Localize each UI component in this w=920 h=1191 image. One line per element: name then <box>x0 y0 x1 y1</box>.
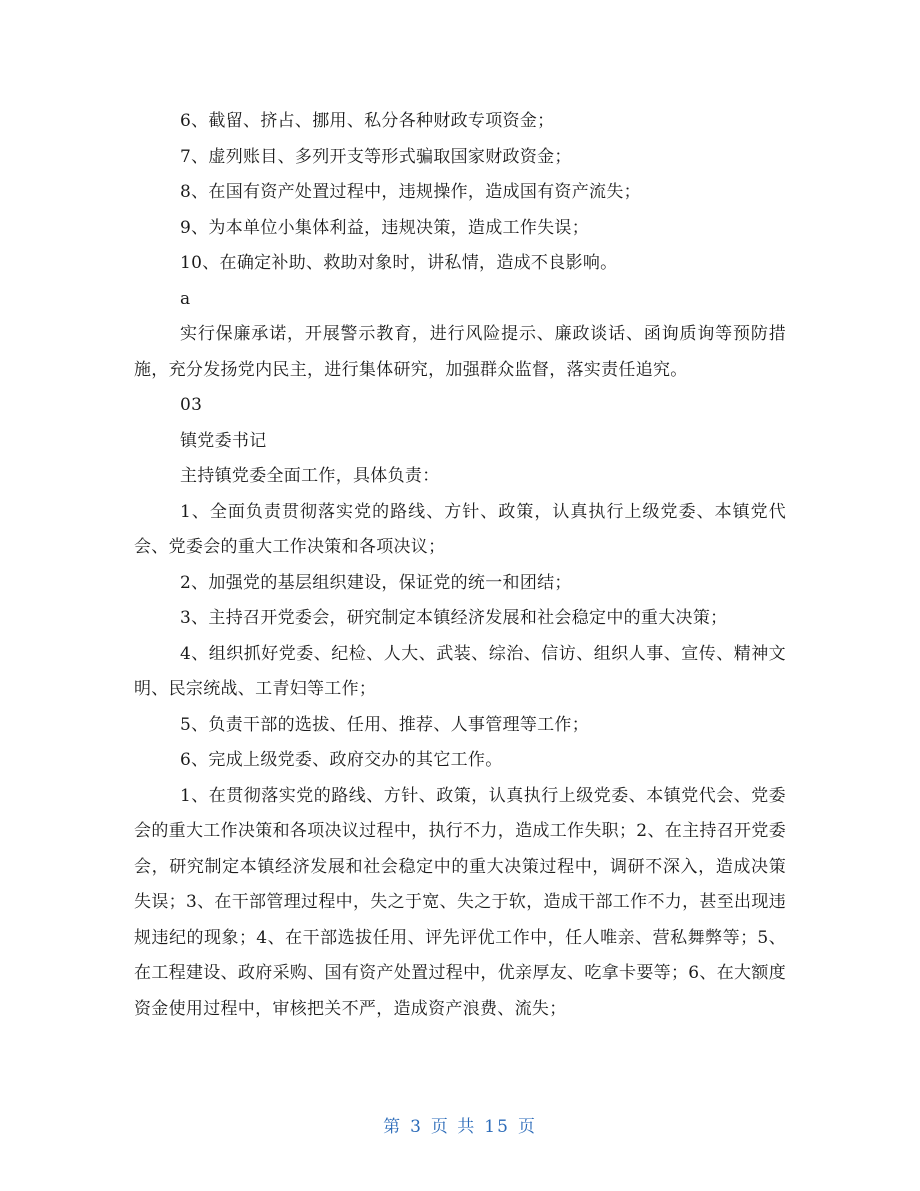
paragraph: 1、全面负责贯彻落实党的路线、方针、政策，认真执行上级党委、本镇党代会、党委会的重大工作决策和各项决议； <box>134 501 786 557</box>
paragraph: 9、为本单位小集体利益，违规决策，造成工作失误； <box>180 217 590 238</box>
section-heading: 镇党委书记 <box>180 430 267 451</box>
page-footer <box>0 1112 920 1137</box>
document-body <box>134 104 786 1027</box>
paragraph: 2、加强党的基层组织建设，保证党的统一和团结； <box>180 572 572 593</box>
paragraph: 7、虚列账目、多列开支等形式骗取国家财政资金； <box>180 146 572 167</box>
paragraph: 8、在国有资产处置过程中，违规操作，造成国有资产流失； <box>180 182 641 202</box>
paragraph: 6、截留、挤占、挪用、私分各种财政专项资金； <box>180 111 555 131</box>
footer-total-pages: 15 <box>484 1117 510 1137</box>
footer-middle: 页 共 <box>430 1117 477 1137</box>
paragraph: 1、在贯彻落实党的路线、方针、政策，认真执行上级党委、本镇党代会、党委会的重大工作决策和各项决议过程中，执行不力，造成工作失职；2、在主持召开党委会，研究制定本镇经济发展和社会稳定中的重大决策过程中，调研不深入，造成决策失误；3、在干部管理过程中，失之于宽、失之于软，造成干部工作不力，甚至出现违规违纪的现象；4、在干部选拔任用、评先评优工作中，任人唯亲、营私舞弊等；5、在工程建设、政府采购、国有资产处置过程中，优亲厚友、吃拿卡要等；6、在大额度资金使用过程中，审核把关不严，造成资产浪费、流失； <box>134 785 786 1019</box>
paragraph: 6、完成上级党委、政府交办的其它工作。 <box>180 750 503 770</box>
paragraph: 10、在确定补助、救助对象时，讲私情，造成不良影响。 <box>180 253 618 273</box>
paragraph: a <box>180 288 191 309</box>
paragraph: 实行保廉承诺，开展警示教育，进行风险提示、廉政谈话、函询质询等预防措施，充分发扬党内民主，进行集体研究，加强群众监督，落实责任追究。 <box>134 324 786 380</box>
section-number: 03 <box>180 395 203 415</box>
paragraph: 5、负责干部的选拔、任用、推荐、人事管理等工作； <box>180 714 590 735</box>
footer-suffix: 页 <box>517 1117 537 1137</box>
footer-page-number: 3 <box>410 1117 423 1137</box>
paragraph: 4、组织抓好党委、纪检、人大、武装、综治、信访、组织人事、宣传、精神文明、民宗统战、工青妇等工作； <box>134 643 786 699</box>
footer-prefix: 第 <box>383 1117 403 1137</box>
paragraph: 主持镇党委全面工作，具体负责： <box>180 466 440 486</box>
paragraph: 3、主持召开党委会，研究制定本镇经济发展和社会稳定中的重大决策； <box>180 608 728 628</box>
